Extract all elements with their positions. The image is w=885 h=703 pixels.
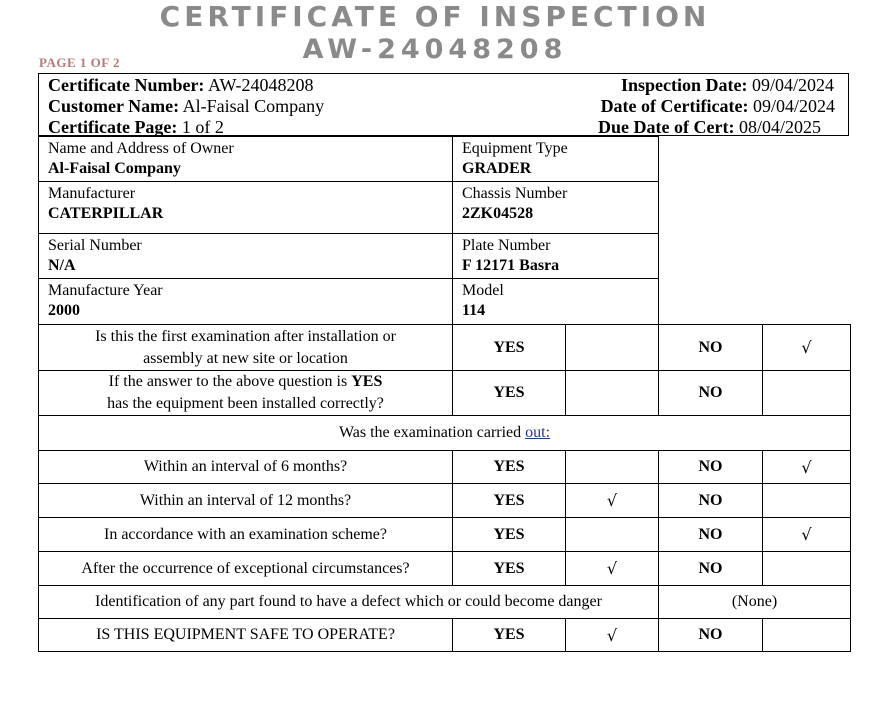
table-row (39, 451, 851, 484)
no-label: NO (659, 518, 763, 552)
no-label: NO (659, 451, 763, 484)
yes-checkbox[interactable]: √ (566, 484, 659, 518)
out-link[interactable]: out: (525, 424, 551, 441)
yes-checkbox[interactable] (566, 451, 659, 484)
equipment-type-cell (453, 137, 659, 182)
inspection-date: 09/04/2024 (751, 75, 834, 95)
customer-name: Al-Faisal Company (182, 96, 325, 116)
owner-value: Al-Faisal Company (48, 160, 181, 177)
chassis-value: 2ZK04528 (462, 205, 534, 222)
year-cell (39, 279, 453, 325)
yes-label: YES (453, 451, 566, 484)
manufacturer-value: CATERPILLAR (48, 205, 164, 222)
yes-checkbox[interactable] (566, 371, 659, 416)
year-value: 2000 (48, 302, 80, 319)
plate-value: F 12171 Basra (462, 257, 560, 274)
table-row (39, 619, 851, 652)
page-label: PAGE 1 OF 2 (39, 55, 120, 70)
no-label: NO (659, 552, 763, 586)
yes-label: YES (453, 552, 566, 586)
question-safe-to-operate: IS THIS EQUIPMENT SAFE TO OPERATE? (39, 619, 453, 652)
due-date: 08/04/2025 (738, 117, 821, 137)
question-exceptional-circumstances: After the occurrence of exceptional circumstances? (39, 552, 453, 586)
no-label: NO (659, 619, 763, 652)
yes-label: YES (453, 484, 566, 518)
yes-label: YES (453, 371, 566, 416)
question-first-examination: Is this the first examination after installation or assembly at new site or location (39, 325, 453, 371)
certificate-header (38, 73, 849, 136)
no-checkbox[interactable] (763, 619, 851, 652)
year-label: Manufacture Year (48, 282, 163, 299)
no-checkbox[interactable]: √ (763, 451, 851, 484)
yes-label: YES (453, 619, 566, 652)
plate-label: Plate Number (462, 237, 551, 254)
blank-area (659, 137, 851, 325)
header-row-3 (48, 117, 834, 138)
plate-cell (453, 234, 659, 279)
chassis-cell (453, 182, 659, 234)
certificate-id-title: AW-24048208 (302, 34, 568, 65)
no-checkbox[interactable]: √ (763, 518, 851, 552)
no-checkbox[interactable] (763, 552, 851, 586)
defect-identification-value: (None) (659, 586, 851, 619)
table-row (39, 484, 851, 518)
manufacturer-cell (39, 182, 453, 234)
table-row (39, 518, 851, 552)
equipment-type-label: Equipment Type (462, 140, 568, 157)
question-12-months: Within an interval of 12 months? (39, 484, 453, 518)
model-cell (453, 279, 659, 325)
defect-identification-label: Identification of any part found to have a defect which or could become danger (39, 586, 659, 619)
header-row-2 (48, 96, 834, 117)
table-row (39, 325, 851, 371)
certificate-page-label: Certificate Page: (48, 117, 178, 137)
certificate-number: AW-24048208 (207, 75, 314, 95)
owner-label: Name and Address of Owner (48, 140, 234, 157)
question-installed-correctly: If the answer to the above question is YES has the equipment been installed correctly? (39, 371, 453, 416)
customer-name-label: Customer Name: (48, 96, 180, 116)
yes-checkbox[interactable]: √ (566, 552, 659, 586)
examination-heading: Was the examination carried out: (39, 416, 851, 451)
certificate-number-label: Certificate Number: (48, 75, 205, 95)
table-row (39, 137, 851, 182)
model-value: 114 (462, 302, 486, 319)
no-label: NO (659, 484, 763, 518)
no-label: NO (659, 325, 763, 371)
no-label: NO (659, 371, 763, 416)
header-row-1 (48, 75, 834, 96)
serial-value: N/A (48, 257, 76, 274)
date-of-certificate: 09/04/2024 (752, 96, 835, 116)
no-checkbox[interactable] (763, 484, 851, 518)
yes-label: YES (453, 518, 566, 552)
yes-checkbox[interactable] (566, 518, 659, 552)
certificate-page: 1 of 2 (181, 117, 224, 137)
serial-cell (39, 234, 453, 279)
yes-checkbox[interactable]: √ (566, 619, 659, 652)
inspection-date-label: Inspection Date: (620, 75, 748, 95)
equipment-type-value: GRADER (462, 160, 532, 177)
date-of-certificate-label: Date of Certificate: (600, 96, 749, 116)
chassis-label: Chassis Number (462, 185, 568, 202)
question-6-months: Within an interval of 6 months? (39, 451, 453, 484)
inspection-table (38, 136, 851, 652)
model-label: Model (462, 282, 504, 299)
owner-cell (39, 137, 453, 182)
yes-checkbox[interactable] (566, 325, 659, 371)
table-row (39, 416, 851, 451)
table-row (39, 552, 851, 586)
table-row (39, 371, 851, 416)
manufacturer-label: Manufacturer (48, 185, 136, 202)
question-examination-scheme: In accordance with an examination scheme? (39, 518, 453, 552)
due-date-label: Due Date of Cert: (598, 117, 735, 137)
yes-label: YES (453, 325, 566, 371)
no-checkbox[interactable]: √ (763, 325, 851, 371)
table-row (39, 586, 851, 619)
serial-label: Serial Number (48, 237, 142, 254)
certificate-title: CERTIFICATE OF INSPECTION (159, 0, 711, 33)
no-checkbox[interactable] (763, 371, 851, 416)
